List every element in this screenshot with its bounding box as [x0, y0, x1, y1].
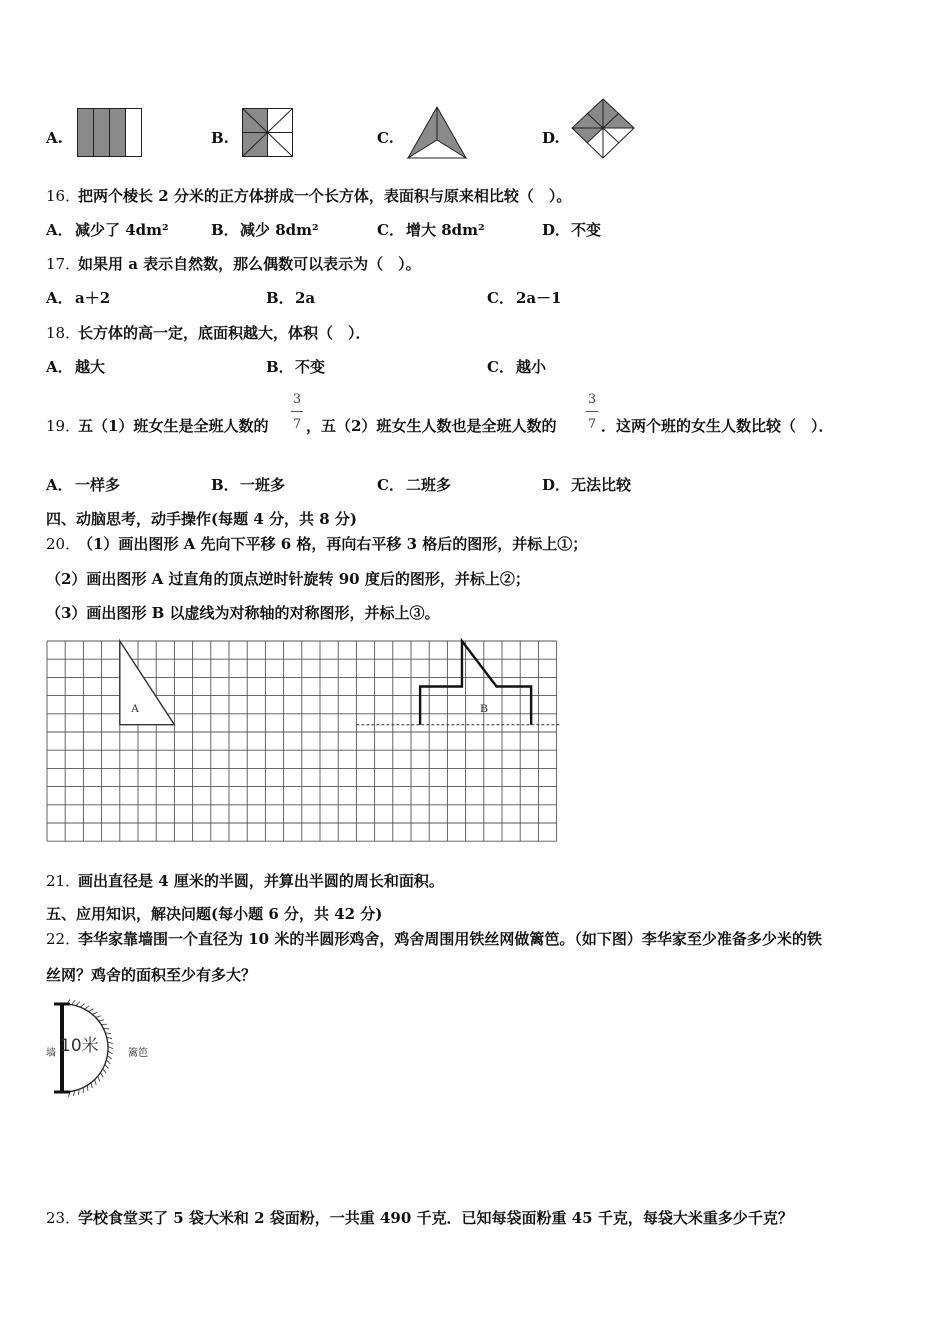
q22-line1: 李华家靠墙围一个直径为 10 米的半圆形鸡舍，鸡舍周围用铁丝网做篱笆。（如下图）李华家至少准备多少米的铁 — [78, 930, 822, 948]
fence-hatch-mark — [96, 1016, 101, 1018]
q23-number: 23． — [46, 1209, 81, 1227]
q22-number: 22． — [46, 930, 81, 948]
q18-number: 18． — [46, 324, 81, 342]
q16-option-c-letter: C． — [377, 221, 404, 239]
q17-text: 如果用 a 表示自然数，那么偶数可以表示为（ ）。 — [78, 255, 421, 273]
q18-option-c-text: 越小 — [516, 358, 547, 376]
q20-line3: （3）画出图形 B 以虚线为对称轴的对称图形，并标上③。 — [46, 604, 440, 622]
fence-hatch-mark — [99, 1020, 104, 1021]
q19-fraction2-numerator: 3 — [587, 392, 597, 407]
q19-fraction1-numerator: 3 — [292, 392, 302, 407]
q17-option-a-letter: A． — [46, 289, 73, 307]
q18-option-b-text: 不变 — [295, 358, 326, 376]
q16-option-c-text: 增大 8dm² — [406, 221, 485, 239]
fence-hatch-mark — [72, 1000, 75, 1004]
q18-option-b-letter: B． — [266, 358, 294, 376]
q19-option-c-letter: C． — [377, 476, 404, 494]
q15-figure-a — [77, 108, 143, 158]
q22-fence-label: 篱笆 — [128, 1048, 148, 1059]
q21-text: 画出直径是 4 厘米的半圆，并算出半圆的周长和面积。 — [78, 872, 444, 890]
q20-line1: （1）画出图形 A 先向下平移 6 格，再向右平移 3 格后的图形，并标上①； — [78, 535, 588, 553]
q16-option-d-letter: D． — [542, 221, 571, 239]
shape-b-label: B — [480, 700, 489, 715]
q15-option-d-letter: D. — [542, 129, 560, 147]
q19-fraction2-bar — [586, 411, 598, 412]
q20-line2: （2）画出图形 A 过直角的顶点逆时针旋转 90 度后的图形，并标上②； — [46, 570, 530, 588]
q19-option-c-text: 二班多 — [406, 476, 452, 494]
q19-option-b-text: 一班多 — [240, 476, 286, 494]
fence-hatch-mark — [91, 1083, 92, 1088]
q17-option-c-letter: C． — [487, 289, 514, 307]
q15-option-a-letter: A. — [46, 129, 63, 147]
q19-fraction1-denominator: 7 — [292, 417, 302, 432]
fence-hatch-mark — [108, 1051, 113, 1054]
section4-title: 四、动脑思考，动手操作(每题 4 分，共 8 分) — [46, 510, 357, 528]
shape-a-label: A — [130, 700, 140, 715]
q19-number: 19． — [46, 417, 81, 435]
fence-hatch-mark — [108, 1046, 113, 1048]
q19-option-b-letter: B． — [211, 476, 239, 494]
q20-grid — [47, 641, 557, 853]
q22-line2: 丝网？鸡舍的面积至少有多大？ — [46, 966, 257, 984]
q18-option-a-letter: A． — [46, 358, 73, 376]
fence-hatch-mark — [98, 1076, 100, 1081]
q16-number: 16． — [46, 187, 81, 205]
q19-option-a-text: 一样多 — [75, 476, 121, 494]
q15-option-b-letter: B. — [211, 129, 229, 147]
q21-number: 21． — [46, 872, 81, 890]
fence-hatch-mark — [95, 1080, 97, 1085]
q15-figure-b — [242, 108, 294, 158]
fence-hatch-mark — [107, 1056, 111, 1059]
fence-hatch-mark — [92, 1012, 97, 1014]
q19-option-d-text: 无法比较 — [571, 476, 632, 494]
q20-number: 20． — [46, 535, 81, 553]
q18-option-a-text: 越大 — [75, 358, 106, 376]
q16-option-a-text: 减少了 4dm² — [75, 221, 169, 239]
shape-a-triangle — [120, 641, 175, 725]
q16-option-b-letter: B． — [211, 221, 239, 239]
q19-part1: 五（1）班女生是全班人数的 — [78, 417, 269, 435]
q23-text: 学校食堂买了 5 袋大米和 2 袋面粉，一共重 490 千克．已知每袋面粉重 45 千克，每袋大米重多少千克？ — [78, 1209, 793, 1227]
q19-option-d-letter: D． — [542, 476, 571, 494]
q18-option-c-letter: C． — [487, 358, 514, 376]
q19-fraction1-bar — [291, 411, 303, 412]
section5-title: 五、应用知识，解决问题(每小题 6 分，共 42 分) — [46, 905, 383, 923]
q17-option-a-text: a＋2 — [75, 289, 111, 307]
q17-option-b-letter: B． — [266, 289, 294, 307]
q17-number: 17． — [46, 255, 81, 273]
q19-fraction2-denominator: 7 — [587, 417, 597, 432]
q18-text: 长方体的高一定，底面积越大，体积（ ）． — [78, 324, 371, 342]
q22-diameter-label: 10米 — [60, 1036, 99, 1056]
fence-hatch-mark — [100, 1073, 103, 1078]
q17-option-c-text: 2a－1 — [516, 289, 562, 307]
q22-wall-label: 墙 — [46, 1048, 56, 1059]
q15-figure-d — [571, 98, 635, 160]
q19-option-a-letter: A． — [46, 476, 73, 494]
q16-option-d-text: 不变 — [571, 221, 602, 239]
q16-text: 把两个棱长 2 分米的正方体拼成一个长方体，表面积与原来相比较（ ）。 — [78, 187, 572, 205]
q19-part2: ，五（2）班女生人数也是全班人数的 — [306, 417, 557, 435]
q16-option-b-text: 减少 8dm² — [240, 221, 319, 239]
q15-option-c-letter: C. — [377, 129, 394, 147]
q16-option-a-letter: A． — [46, 221, 73, 239]
shape-b-outline — [420, 641, 531, 725]
q15-figure-c — [407, 106, 467, 160]
fence-hatch-mark — [89, 1009, 94, 1012]
q17-option-b-text: 2a — [295, 289, 316, 307]
q19-part3: ．这两个班的女生人数比较（ ）． — [601, 417, 834, 435]
